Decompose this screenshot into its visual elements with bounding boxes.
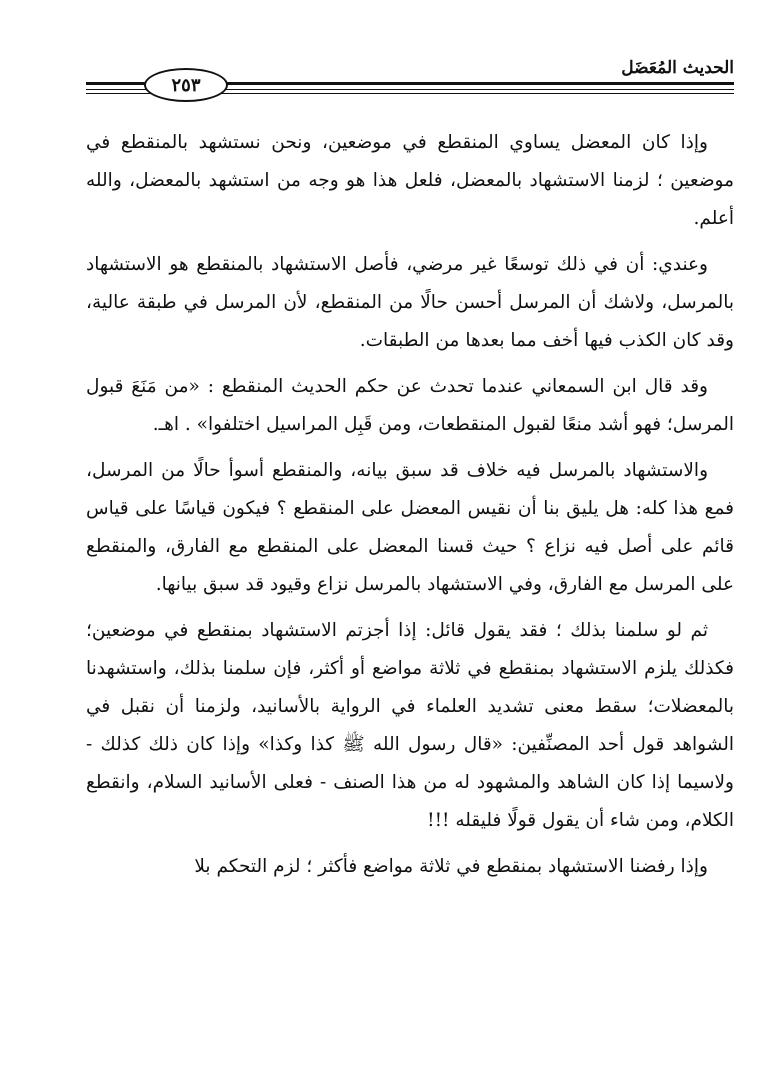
paragraph: ثم لو سلمنا بذلك ؛ فقد يقول قائل: إذا أجزتم الاستشهاد بمنقطع في موضعين؛ فكذلك يلزم الاستشهاد بمنقطع في ثلاثة مواضع أو أكثر، فإن سلمنا بذلك، واستشهدنا بالمعضلات؛ سقط معنى تشديد العلماء في الرواية بالأسانيد، ولزمنا أن نقبل في الشواهد قول أحد المصنِّفين: «قال رسول الله ﷺ كذا وكذا» وإذا كان ذلك كذلك - ولاسيما إذا كان الشاهد والمشهود له من هذا الصنف - فعلى الأسانيد السلام، وانقطع الكلام، ومن شاء أن يقول قولًا فليقله !!! — [86, 620, 734, 831]
page-body — [86, 124, 734, 894]
paragraph: وعندي: أن في ذلك توسعًا غير مرضي، فأصل الاستشهاد بالمنقطع هو الاستشهاد بالمرسل، ولاشك أن المرسل أحسن حالًا من المنقطع، لأن المرسل في طبقة عالية، وقد كان الكذب فيها أخف مما بعدها من الطبقات. — [86, 254, 734, 351]
page-number: ٢٥٣ — [171, 74, 201, 96]
paragraph: والاستشهاد بالمرسل فيه خلاف قد سبق بيانه، والمنقطع أسوأ حالًا من المرسل، فمع هذا كله: هل يليق بنا أن نقيس المعضل على المنقطع ؟ فيكون قياسًا على قياس قائم على أصل فيه نزاع ؟ حيث قسنا المعضل على المنقطع مع الفارق، والمنقطع على المرسل مع الفارق، وفي الاستشهاد بالمرسل نزاع وقيود قد سبق بيانها. — [86, 460, 734, 595]
paragraph: وإذا رفضنا الاستشهاد بمنقطع في ثلاثة مواضع فأكثر ؛ لزم التحكم بلا — [194, 856, 708, 877]
page-header — [86, 52, 734, 104]
paragraph: وقد قال ابن السمعاني عندما تحدث عن حكم الحديث المنقطع : «من مَنَعَ قبول المرسل؛ فهو أشد منعًا لقبول المنقطعات، ومن قَبِل المراسيل اختلفوا» . اهـ. — [86, 376, 734, 435]
page-number-badge — [144, 68, 228, 102]
running-title: الحديث المُعَضَل — [621, 58, 734, 78]
paragraph: وإذا كان المعضل يساوي المنقطع في موضعين، ونحن نستشهد بالمنقطع في موضعين ؛ لزمنا الاستشهاد بالمعضل، فلعل هذا هو وجه من استشهد بالمعضل، والله أعلم. — [86, 132, 734, 229]
